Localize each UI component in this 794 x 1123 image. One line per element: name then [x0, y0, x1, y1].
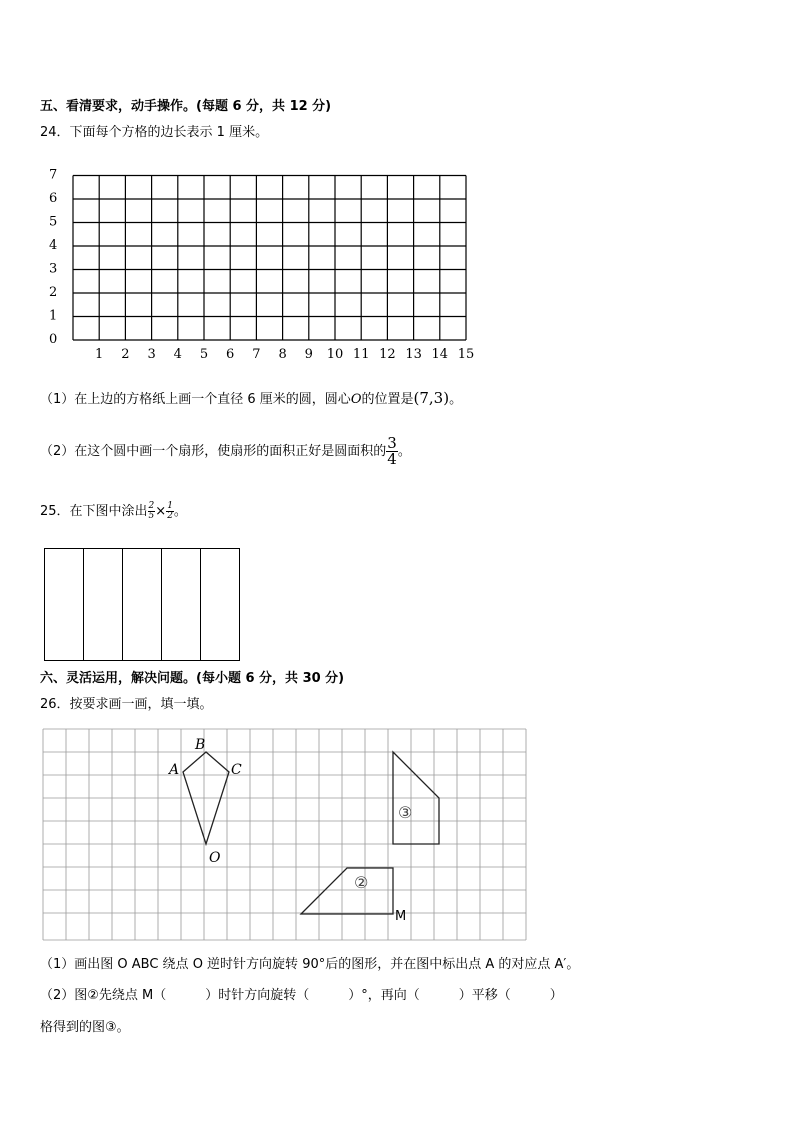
question-25	[40, 501, 187, 523]
x-tick-label: 8	[278, 347, 287, 362]
frac-num: 2	[148, 501, 155, 511]
y-tick-label: 1	[49, 308, 58, 324]
figure-2	[301, 868, 393, 914]
y-tick-label: 5	[49, 214, 58, 230]
x-tick-label: 9	[304, 347, 313, 362]
question-24-part1	[40, 389, 462, 409]
x-tick-label: 15	[457, 347, 475, 362]
center-coord: (7,3)	[413, 389, 450, 407]
question-24-title: 24．下面每个方格的边长表示 1 厘米。	[40, 125, 269, 140]
x-tick-label: 5	[199, 347, 209, 362]
fraction-one-half	[166, 502, 174, 521]
label-o: O	[209, 850, 221, 866]
fraction-three-quarters	[386, 436, 398, 467]
label-c: C	[231, 762, 242, 778]
x-tick-label: 10	[326, 347, 344, 362]
question-26-part2-cont: 格得到的图③。	[40, 1020, 130, 1035]
coordinate-grid	[40, 160, 490, 370]
question-24-part2	[40, 432, 411, 472]
question-26-part1: （1）画出图 O ABC 绕点 O 逆时针方向旋转 90°后的图形，并在图中标出点 A 的对应点 A′。	[40, 957, 580, 972]
y-tick-label: 3	[49, 261, 58, 277]
frac-den: 4	[387, 450, 397, 468]
frac-den: 2	[167, 511, 173, 521]
center-var: O	[350, 392, 362, 407]
label-fig3: ③	[398, 803, 413, 822]
y-tick-label: 7	[49, 167, 58, 183]
label-fig2: ②	[354, 873, 369, 892]
label-b: B	[195, 737, 206, 753]
question-26-part2: （2）图②先绕点 M（ ）时针方向旋转（ ）°，再向（ ）平移（ ）	[40, 988, 563, 1003]
x-tick-label: 13	[405, 347, 422, 362]
x-tick-label: 7	[252, 347, 261, 362]
frac-den: 5	[148, 511, 155, 521]
q24-part1-prefix: （1）在上边的方格纸上画一个直径 6 厘米的圆，圆心	[40, 392, 351, 407]
section-heading: 五、看清要求，动手操作。(每题 6 分，共 12 分)	[40, 99, 332, 114]
q24-part2-suffix: 。	[397, 444, 411, 459]
x-tick-label: 14	[431, 347, 449, 362]
label-a: A	[169, 762, 180, 778]
q24-part1-suffix: 。	[449, 392, 463, 407]
q25-prefix: 25．在下图中涂出	[40, 504, 148, 519]
times-sign: ×	[155, 504, 167, 519]
x-tick-label: 11	[352, 347, 370, 362]
q25-suffix: 。	[173, 504, 187, 519]
frac-num: 3	[387, 434, 397, 452]
x-tick-label: 12	[379, 347, 396, 362]
shading-rectangle[interactable]	[44, 548, 241, 662]
y-tick-label: 4	[49, 238, 58, 253]
x-tick-label: 2	[121, 347, 130, 362]
y-tick-label: 6	[49, 191, 58, 206]
label-m: M	[395, 909, 407, 924]
section-heading: 六、灵活运用，解决问题。(每小题 6 分，共 30 分)	[40, 671, 345, 686]
x-tick-label: 4	[173, 347, 182, 362]
q24-part2-prefix: （2）在这个圆中画一个扇形，使扇形的面积正好是圆面积的	[40, 444, 387, 459]
frac-num: 1	[167, 501, 173, 511]
x-tick-label: 3	[147, 347, 156, 362]
y-tick-label: 0	[49, 332, 58, 347]
rotation-grid	[43, 729, 535, 941]
question-26-title: 26．按要求画一画，填一填。	[40, 697, 213, 712]
q24-part1-middle: 的位置是	[361, 392, 414, 407]
x-tick-label: 1	[95, 347, 104, 362]
y-tick-label: 2	[49, 285, 58, 300]
x-tick-label: 6	[226, 347, 235, 362]
